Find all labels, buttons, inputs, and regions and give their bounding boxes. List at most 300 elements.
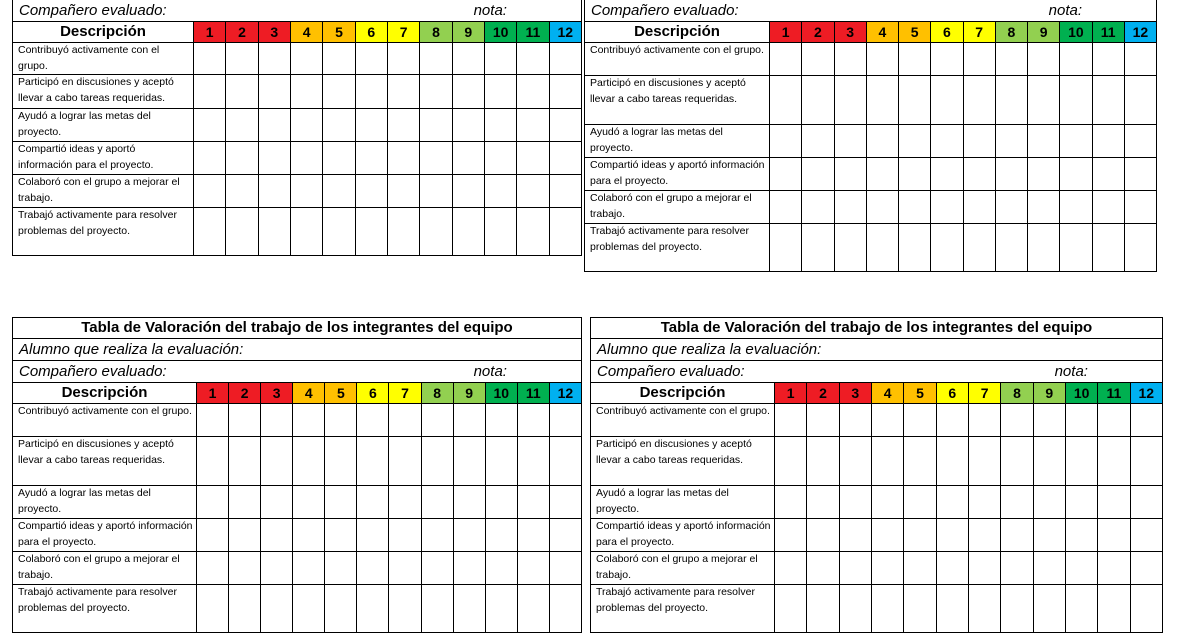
score-cell-12[interactable] xyxy=(549,437,581,486)
score-cell-8[interactable] xyxy=(1001,552,1033,585)
score-cell-11[interactable] xyxy=(1098,486,1130,519)
score-cell-4[interactable] xyxy=(290,43,322,75)
criterion-text: Compartió ideas y aportó información para el proyecto. xyxy=(13,142,194,175)
score-cell-7[interactable] xyxy=(387,175,419,208)
score-cell-4[interactable] xyxy=(871,552,903,585)
score-cell-4[interactable] xyxy=(866,158,898,191)
score-cell-11[interactable] xyxy=(517,404,549,437)
score-cell-6[interactable] xyxy=(357,404,389,437)
evaluation-form-tl xyxy=(12,0,582,256)
score-cell-3[interactable] xyxy=(258,43,290,75)
score-cell-6[interactable] xyxy=(355,75,387,109)
score-cell-2[interactable] xyxy=(802,158,834,191)
score-cell-10[interactable] xyxy=(1065,552,1097,585)
score-cell-4[interactable] xyxy=(293,404,325,437)
peer-field[interactable] xyxy=(585,0,1157,22)
score-cell-10[interactable] xyxy=(484,109,516,142)
score-cell-2[interactable] xyxy=(807,486,839,519)
score-cell-11[interactable] xyxy=(517,437,549,486)
score-cell-9[interactable] xyxy=(453,552,485,585)
score-cell-9[interactable] xyxy=(452,142,484,175)
score-cell-4[interactable] xyxy=(293,437,325,486)
score-cell-8[interactable] xyxy=(421,437,453,486)
score-cell-7[interactable] xyxy=(389,585,421,633)
score-cell-1[interactable] xyxy=(775,404,807,437)
score-cell-3[interactable] xyxy=(258,75,290,109)
score-cell-12[interactable] xyxy=(549,404,581,437)
score-cell-3[interactable] xyxy=(258,208,290,256)
score-cell-5[interactable] xyxy=(323,43,355,75)
score-cell-8[interactable] xyxy=(1001,519,1033,552)
score-cell-8[interactable] xyxy=(420,175,452,208)
score-cell-4[interactable] xyxy=(290,109,322,142)
score-cell-3[interactable] xyxy=(834,43,866,76)
score-cell-5[interactable] xyxy=(325,585,357,633)
score-cell-4[interactable] xyxy=(866,125,898,158)
score-cell-7[interactable] xyxy=(387,109,419,142)
score-cell-9[interactable] xyxy=(1033,585,1065,633)
score-cell-1[interactable] xyxy=(770,224,802,272)
score-cell-9[interactable] xyxy=(452,43,484,75)
score-cell-9[interactable] xyxy=(453,437,485,486)
score-cell-8[interactable] xyxy=(1001,585,1033,633)
score-cell-5[interactable] xyxy=(899,158,931,191)
score-cell-8[interactable] xyxy=(995,76,1027,125)
score-cell-6[interactable] xyxy=(357,552,389,585)
score-cell-12[interactable] xyxy=(1130,519,1162,552)
score-cell-7[interactable] xyxy=(963,76,995,125)
score-cell-11[interactable] xyxy=(1092,125,1124,158)
score-cell-8[interactable] xyxy=(995,125,1027,158)
score-cell-2[interactable] xyxy=(229,486,261,519)
score-cell-9[interactable] xyxy=(1033,486,1065,519)
score-cell-5[interactable] xyxy=(904,585,936,633)
score-cell-10[interactable] xyxy=(1060,224,1092,272)
score-cell-3[interactable] xyxy=(839,486,871,519)
score-cell-3[interactable] xyxy=(261,519,293,552)
score-cell-7[interactable] xyxy=(968,585,1000,633)
score-cell-11[interactable] xyxy=(517,142,549,175)
score-cell-6[interactable] xyxy=(355,109,387,142)
score-cell-8[interactable] xyxy=(421,404,453,437)
score-cell-7[interactable] xyxy=(387,208,419,256)
score-cell-10[interactable] xyxy=(484,43,516,75)
score-cell-10[interactable] xyxy=(485,519,517,552)
score-cell-9[interactable] xyxy=(452,109,484,142)
score-cell-12[interactable] xyxy=(549,175,581,208)
score-cell-12[interactable] xyxy=(1124,224,1156,272)
score-cell-2[interactable] xyxy=(802,43,834,76)
score-cell-7[interactable] xyxy=(963,43,995,76)
score-cell-12[interactable] xyxy=(549,486,581,519)
score-cell-7[interactable] xyxy=(968,552,1000,585)
score-cell-1[interactable] xyxy=(194,175,226,208)
score-cell-6[interactable] xyxy=(357,437,389,486)
grade-label: nota: xyxy=(473,2,507,19)
score-cell-8[interactable] xyxy=(1001,404,1033,437)
score-cell-10[interactable] xyxy=(484,208,516,256)
score-cell-11[interactable] xyxy=(517,585,549,633)
score-cell-4[interactable] xyxy=(871,486,903,519)
score-cell-1[interactable] xyxy=(194,142,226,175)
score-cell-10[interactable] xyxy=(1060,125,1092,158)
criterion-row xyxy=(13,43,582,75)
score-cell-2[interactable] xyxy=(226,142,258,175)
score-cell-2[interactable] xyxy=(226,109,258,142)
score-cell-3[interactable] xyxy=(258,109,290,142)
score-cell-6[interactable] xyxy=(936,404,968,437)
score-cell-3[interactable] xyxy=(839,552,871,585)
score-cell-11[interactable] xyxy=(1098,437,1130,486)
score-cell-4[interactable] xyxy=(290,208,322,256)
score-cell-1[interactable] xyxy=(197,519,229,552)
score-cell-7[interactable] xyxy=(387,75,419,109)
score-cell-3[interactable] xyxy=(261,585,293,633)
score-cell-12[interactable] xyxy=(1124,125,1156,158)
score-cell-9[interactable] xyxy=(453,585,485,633)
score-cell-10[interactable] xyxy=(485,437,517,486)
score-cell-7[interactable] xyxy=(389,486,421,519)
score-cell-11[interactable] xyxy=(1092,158,1124,191)
score-cell-10[interactable] xyxy=(484,75,516,109)
score-cell-4[interactable] xyxy=(866,224,898,272)
score-cell-4[interactable] xyxy=(290,175,322,208)
score-cell-3[interactable] xyxy=(261,404,293,437)
score-cell-12[interactable] xyxy=(549,109,581,142)
score-cell-8[interactable] xyxy=(995,224,1027,272)
score-cell-6[interactable] xyxy=(931,43,963,76)
score-cell-7[interactable] xyxy=(963,158,995,191)
score-cell-1[interactable] xyxy=(194,109,226,142)
score-cell-12[interactable] xyxy=(1130,437,1162,486)
score-cell-10[interactable] xyxy=(1060,158,1092,191)
score-cell-12[interactable] xyxy=(549,43,581,75)
score-cell-3[interactable] xyxy=(839,585,871,633)
score-cell-7[interactable] xyxy=(968,404,1000,437)
score-cell-11[interactable] xyxy=(517,486,549,519)
score-cell-5[interactable] xyxy=(323,175,355,208)
score-cell-11[interactable] xyxy=(1092,224,1124,272)
score-cell-2[interactable] xyxy=(802,224,834,272)
score-cell-5[interactable] xyxy=(899,224,931,272)
score-cell-3[interactable] xyxy=(839,519,871,552)
score-cell-5[interactable] xyxy=(904,486,936,519)
score-cell-10[interactable] xyxy=(1065,437,1097,486)
score-cell-1[interactable] xyxy=(197,404,229,437)
score-cell-1[interactable] xyxy=(770,125,802,158)
score-cell-2[interactable] xyxy=(807,585,839,633)
score-cell-11[interactable] xyxy=(517,519,549,552)
score-cell-9[interactable] xyxy=(453,404,485,437)
score-cell-9[interactable] xyxy=(452,208,484,256)
score-cell-5[interactable] xyxy=(899,125,931,158)
score-cell-6[interactable] xyxy=(355,175,387,208)
score-cell-7[interactable] xyxy=(968,519,1000,552)
score-cell-12[interactable] xyxy=(1124,158,1156,191)
score-cell-8[interactable] xyxy=(420,43,452,75)
score-cell-3[interactable] xyxy=(261,437,293,486)
score-cell-3[interactable] xyxy=(261,552,293,585)
score-cell-11[interactable] xyxy=(1098,585,1130,633)
score-cell-2[interactable] xyxy=(229,437,261,486)
score-cell-8[interactable] xyxy=(995,191,1027,224)
score-cell-1[interactable] xyxy=(197,437,229,486)
score-cell-3[interactable] xyxy=(834,158,866,191)
score-cell-9[interactable] xyxy=(1028,191,1060,224)
score-cell-10[interactable] xyxy=(1065,404,1097,437)
score-cell-6[interactable] xyxy=(355,208,387,256)
score-cell-1[interactable] xyxy=(775,519,807,552)
score-cell-5[interactable] xyxy=(323,75,355,109)
score-cell-8[interactable] xyxy=(420,109,452,142)
score-cell-11[interactable] xyxy=(1098,552,1130,585)
score-cell-12[interactable] xyxy=(549,75,581,109)
score-cell-2[interactable] xyxy=(807,552,839,585)
score-cell-9[interactable] xyxy=(1028,125,1060,158)
score-cell-1[interactable] xyxy=(775,552,807,585)
score-cell-11[interactable] xyxy=(1092,191,1124,224)
score-cell-4[interactable] xyxy=(866,191,898,224)
score-cell-3[interactable] xyxy=(258,175,290,208)
score-cell-11[interactable] xyxy=(517,43,549,75)
score-cell-4[interactable] xyxy=(293,552,325,585)
score-cell-11[interactable] xyxy=(1092,76,1124,125)
score-cell-2[interactable] xyxy=(802,125,834,158)
score-cell-10[interactable] xyxy=(1065,519,1097,552)
score-cell-3[interactable] xyxy=(834,224,866,272)
score-cell-2[interactable] xyxy=(807,404,839,437)
peer-field[interactable] xyxy=(591,361,1163,383)
score-cell-5[interactable] xyxy=(899,191,931,224)
score-cell-1[interactable] xyxy=(194,75,226,109)
score-cell-1[interactable] xyxy=(194,208,226,256)
score-cell-6[interactable] xyxy=(931,158,963,191)
peer-field[interactable] xyxy=(13,361,582,383)
score-cell-12[interactable] xyxy=(1130,552,1162,585)
score-cell-5[interactable] xyxy=(904,552,936,585)
score-cell-5[interactable] xyxy=(323,142,355,175)
score-cell-12[interactable] xyxy=(549,142,581,175)
score-cell-5[interactable] xyxy=(325,552,357,585)
score-cell-10[interactable] xyxy=(485,552,517,585)
score-cell-1[interactable] xyxy=(770,43,802,76)
score-cell-1[interactable] xyxy=(775,437,807,486)
score-cell-8[interactable] xyxy=(995,158,1027,191)
score-cell-2[interactable] xyxy=(807,437,839,486)
score-cell-10[interactable] xyxy=(484,142,516,175)
score-cell-7[interactable] xyxy=(968,486,1000,519)
score-cell-11[interactable] xyxy=(1092,43,1124,76)
score-cell-11[interactable] xyxy=(1098,519,1130,552)
score-cell-4[interactable] xyxy=(290,142,322,175)
score-cell-4[interactable] xyxy=(293,486,325,519)
score-cell-4[interactable] xyxy=(293,585,325,633)
score-cell-3[interactable] xyxy=(261,486,293,519)
score-cell-7[interactable] xyxy=(968,437,1000,486)
score-cell-3[interactable] xyxy=(834,191,866,224)
score-cell-10[interactable] xyxy=(1060,191,1092,224)
score-cell-4[interactable] xyxy=(871,519,903,552)
score-cell-12[interactable] xyxy=(549,208,581,256)
score-cell-10[interactable] xyxy=(484,175,516,208)
student-field[interactable] xyxy=(591,339,1163,361)
criterion-text: Trabajó activamente para resolver problemas del proyecto. xyxy=(591,585,775,633)
score-cell-6[interactable] xyxy=(355,142,387,175)
score-cell-10[interactable] xyxy=(1065,585,1097,633)
score-cell-2[interactable] xyxy=(802,76,834,125)
score-cell-2[interactable] xyxy=(226,43,258,75)
score-cell-8[interactable] xyxy=(421,519,453,552)
score-cell-8[interactable] xyxy=(421,585,453,633)
score-cell-1[interactable] xyxy=(775,486,807,519)
score-cell-6[interactable] xyxy=(936,585,968,633)
score-cell-9[interactable] xyxy=(1028,158,1060,191)
score-cell-8[interactable] xyxy=(1001,486,1033,519)
score-cell-12[interactable] xyxy=(1130,404,1162,437)
score-cell-12[interactable] xyxy=(1124,76,1156,125)
score-cell-1[interactable] xyxy=(770,191,802,224)
score-cell-6[interactable] xyxy=(936,486,968,519)
score-cell-2[interactable] xyxy=(807,519,839,552)
score-cell-4[interactable] xyxy=(871,585,903,633)
score-cell-1[interactable] xyxy=(770,76,802,125)
score-cell-12[interactable] xyxy=(549,519,581,552)
score-cell-4[interactable] xyxy=(866,43,898,76)
score-cell-6[interactable] xyxy=(936,437,968,486)
score-cell-10[interactable] xyxy=(485,486,517,519)
score-cell-9[interactable] xyxy=(452,175,484,208)
score-cell-10[interactable] xyxy=(1060,43,1092,76)
score-cell-5[interactable] xyxy=(323,109,355,142)
score-cell-9[interactable] xyxy=(1033,437,1065,486)
score-cell-11[interactable] xyxy=(517,109,549,142)
score-cell-3[interactable] xyxy=(834,76,866,125)
score-cell-4[interactable] xyxy=(290,75,322,109)
score-cell-5[interactable] xyxy=(325,519,357,552)
score-cell-6[interactable] xyxy=(931,224,963,272)
score-cell-3[interactable] xyxy=(839,437,871,486)
score-cell-9[interactable] xyxy=(453,519,485,552)
score-cell-2[interactable] xyxy=(229,519,261,552)
student-field[interactable] xyxy=(13,339,582,361)
score-cell-2[interactable] xyxy=(802,191,834,224)
score-cell-8[interactable] xyxy=(420,208,452,256)
score-cell-5[interactable] xyxy=(904,437,936,486)
score-cell-11[interactable] xyxy=(517,208,549,256)
score-cell-5[interactable] xyxy=(899,43,931,76)
score-cell-8[interactable] xyxy=(420,75,452,109)
score-cell-8[interactable] xyxy=(421,486,453,519)
score-cell-12[interactable] xyxy=(1130,486,1162,519)
score-cell-9[interactable] xyxy=(1033,552,1065,585)
score-cell-11[interactable] xyxy=(517,175,549,208)
score-cell-3[interactable] xyxy=(834,125,866,158)
score-cell-3[interactable] xyxy=(258,142,290,175)
score-cell-9[interactable] xyxy=(1028,43,1060,76)
score-cell-8[interactable] xyxy=(420,142,452,175)
score-cell-2[interactable] xyxy=(226,175,258,208)
score-cell-1[interactable] xyxy=(197,585,229,633)
score-cell-4[interactable] xyxy=(871,437,903,486)
score-cell-6[interactable] xyxy=(936,519,968,552)
score-cell-9[interactable] xyxy=(1033,404,1065,437)
score-cell-8[interactable] xyxy=(995,43,1027,76)
score-cell-12[interactable] xyxy=(549,585,581,633)
score-cell-10[interactable] xyxy=(1065,486,1097,519)
score-cell-11[interactable] xyxy=(1098,404,1130,437)
score-cell-2[interactable] xyxy=(229,404,261,437)
score-cell-2[interactable] xyxy=(229,585,261,633)
score-cell-6[interactable] xyxy=(931,125,963,158)
score-cell-8[interactable] xyxy=(1001,437,1033,486)
score-cell-12[interactable] xyxy=(1124,43,1156,76)
score-cell-12[interactable] xyxy=(1124,191,1156,224)
score-cell-11[interactable] xyxy=(517,552,549,585)
score-cell-7[interactable] xyxy=(963,125,995,158)
score-cell-6[interactable] xyxy=(936,552,968,585)
score-cell-9[interactable] xyxy=(1033,519,1065,552)
peer-field[interactable] xyxy=(13,0,582,22)
score-cell-6[interactable] xyxy=(357,585,389,633)
score-cell-5[interactable] xyxy=(899,76,931,125)
score-cell-9[interactable] xyxy=(452,75,484,109)
score-cell-7[interactable] xyxy=(389,404,421,437)
score-cell-1[interactable] xyxy=(194,43,226,75)
score-cell-6[interactable] xyxy=(357,486,389,519)
score-cell-1[interactable] xyxy=(775,585,807,633)
score-cell-8[interactable] xyxy=(421,552,453,585)
score-cell-5[interactable] xyxy=(325,437,357,486)
score-cell-1[interactable] xyxy=(770,158,802,191)
score-cell-5[interactable] xyxy=(904,519,936,552)
score-cell-7[interactable] xyxy=(963,224,995,272)
criterion-text: Colaboró con el grupo a mejorar el trabajo. xyxy=(585,191,770,224)
score-cell-12[interactable] xyxy=(549,552,581,585)
score-cell-1[interactable] xyxy=(197,486,229,519)
score-cell-5[interactable] xyxy=(323,208,355,256)
score-cell-9[interactable] xyxy=(1028,76,1060,125)
score-cell-9[interactable] xyxy=(1028,224,1060,272)
score-cell-7[interactable] xyxy=(389,519,421,552)
score-cell-4[interactable] xyxy=(871,404,903,437)
score-cell-7[interactable] xyxy=(963,191,995,224)
score-cell-5[interactable] xyxy=(325,486,357,519)
score-cell-7[interactable] xyxy=(389,437,421,486)
score-cell-6[interactable] xyxy=(357,519,389,552)
score-cell-4[interactable] xyxy=(866,76,898,125)
score-cell-7[interactable] xyxy=(389,552,421,585)
score-cell-6[interactable] xyxy=(931,76,963,125)
score-cell-11[interactable] xyxy=(517,75,549,109)
score-cell-3[interactable] xyxy=(839,404,871,437)
score-cell-1[interactable] xyxy=(197,552,229,585)
score-cell-2[interactable] xyxy=(229,552,261,585)
score-cell-2[interactable] xyxy=(226,75,258,109)
score-cell-5[interactable] xyxy=(325,404,357,437)
score-cell-7[interactable] xyxy=(387,43,419,75)
score-cell-7[interactable] xyxy=(387,142,419,175)
score-cell-10[interactable] xyxy=(1060,76,1092,125)
score-cell-6[interactable] xyxy=(355,43,387,75)
score-cell-9[interactable] xyxy=(453,486,485,519)
score-cell-4[interactable] xyxy=(293,519,325,552)
score-cell-10[interactable] xyxy=(485,404,517,437)
score-cell-5[interactable] xyxy=(904,404,936,437)
score-cell-10[interactable] xyxy=(485,585,517,633)
score-cell-2[interactable] xyxy=(226,208,258,256)
score-cell-12[interactable] xyxy=(1130,585,1162,633)
score-cell-6[interactable] xyxy=(931,191,963,224)
